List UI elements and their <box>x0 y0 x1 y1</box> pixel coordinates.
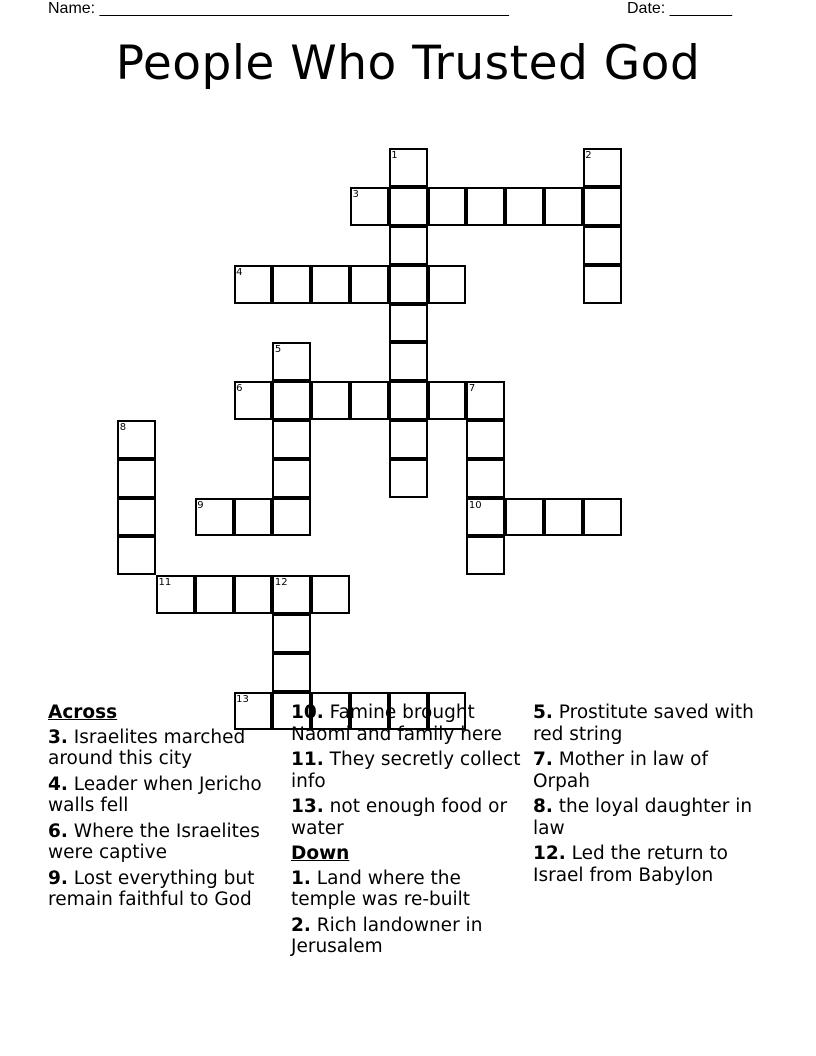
crossword-cell[interactable] <box>505 187 544 226</box>
clue-number-label: 4 <box>236 266 243 278</box>
clue-text: Leader when Jericho walls fell <box>48 773 262 816</box>
clue-number-label: 12 <box>274 577 288 589</box>
crossword-cell[interactable] <box>117 536 156 575</box>
crossword-cell[interactable] <box>389 342 428 381</box>
clue-column-1 <box>48 702 280 915</box>
across-heading: Across <box>48 702 118 723</box>
crossword-cell[interactable] <box>505 498 544 537</box>
crossword-cell[interactable] <box>466 187 505 226</box>
clue-number-label: 3 <box>352 189 359 201</box>
clue-across-4 <box>48 774 280 817</box>
clue-number: 6. <box>48 820 68 842</box>
crossword-cell[interactable] <box>234 498 273 537</box>
crossword-cell[interactable] <box>389 304 428 343</box>
clue-column-2 <box>291 702 523 962</box>
clue-text: Prostitute saved with red string <box>533 702 754 745</box>
clue-number: 7. <box>533 749 553 770</box>
clue-number: 2. <box>291 914 311 936</box>
crossword-cell[interactable] <box>195 575 234 614</box>
crossword-cell[interactable] <box>428 265 467 304</box>
crossword-cell[interactable] <box>428 187 467 226</box>
clue-number-label: 11 <box>158 577 172 589</box>
clue-text: Where the Israelites were captive <box>48 820 260 863</box>
crossword-cell[interactable] <box>428 381 467 420</box>
clue-text: not enough food or water <box>291 796 508 839</box>
crossword-cell[interactable] <box>583 265 622 304</box>
crossword-cell[interactable] <box>272 614 311 653</box>
clue-number-label: 7 <box>468 383 476 395</box>
clue-number: 13. <box>291 796 324 817</box>
clue-down-7 <box>533 749 765 792</box>
crossword-cell[interactable] <box>272 459 311 498</box>
clue-number: 11. <box>291 749 324 770</box>
clue-down-1 <box>291 868 523 911</box>
clue-number-label: 5 <box>274 344 282 356</box>
clue-across-13 <box>291 796 523 839</box>
clue-number: 8. <box>533 796 553 817</box>
crossword-cell[interactable] <box>272 265 311 304</box>
crossword-cell[interactable] <box>389 187 428 226</box>
crossword-cell[interactable] <box>466 536 505 575</box>
crossword-cell[interactable] <box>350 265 389 304</box>
crossword-cell[interactable] <box>389 381 428 420</box>
crossword-cell[interactable] <box>117 459 156 498</box>
clue-text: the loyal daughter in law <box>533 796 753 839</box>
crossword-cell[interactable] <box>311 575 350 614</box>
clue-text: Famine brought Naomi and family here <box>291 702 502 745</box>
clue-text: Israelites marched around this city <box>48 726 246 769</box>
clue-number-label: 9 <box>197 499 204 511</box>
date-field-label: Date: _______ <box>627 0 732 17</box>
clue-number: 3. <box>48 726 68 748</box>
clue-down-8 <box>533 796 765 839</box>
page-title: People Who Trusted God <box>115 36 701 91</box>
crossword-cell[interactable] <box>466 420 505 459</box>
crossword-cell[interactable] <box>389 420 428 459</box>
clue-column-3 <box>533 702 765 890</box>
crossword-cell[interactable] <box>234 575 273 614</box>
crossword-cell[interactable] <box>117 498 156 537</box>
crossword-cell[interactable] <box>466 459 505 498</box>
crossword-cell[interactable] <box>272 420 311 459</box>
crossword-cell[interactable] <box>272 498 311 537</box>
crossword-cell[interactable] <box>311 265 350 304</box>
clue-text: Mother in law of Orpah <box>533 749 708 792</box>
clue-number-label: 8 <box>119 422 127 433</box>
crossword-cell[interactable] <box>544 187 583 226</box>
crossword-cell[interactable] <box>272 381 311 420</box>
clue-text: Land where the temple was re-built <box>291 867 471 910</box>
clue-number: 12. <box>533 843 566 864</box>
clue-number-label: 10 <box>468 499 482 511</box>
clue-across-6 <box>48 821 280 864</box>
clue-number: 4. <box>48 773 68 795</box>
clue-text: Lost everything but remain faithful to God <box>48 867 255 910</box>
clue-across-10 <box>291 702 523 745</box>
crossword-cell[interactable] <box>389 459 428 498</box>
down-heading: Down <box>291 843 350 864</box>
crossword-cell[interactable] <box>272 653 311 692</box>
clue-text: Led the return to Israel from Babylon <box>533 843 728 886</box>
crossword-cell[interactable] <box>544 498 583 537</box>
crossword-cell[interactable] <box>583 226 622 265</box>
clue-down-12 <box>533 843 765 886</box>
clue-across-11 <box>291 749 523 792</box>
clue-text: They secretly collect info <box>291 749 521 792</box>
clue-down-5 <box>533 702 765 745</box>
clue-number-label: 1 <box>391 150 398 162</box>
clue-across-9 <box>48 868 280 911</box>
crossword-cell[interactable] <box>350 381 389 420</box>
clue-number: 9. <box>48 867 68 889</box>
clue-across-3 <box>48 727 280 770</box>
crossword-cell[interactable] <box>389 226 428 265</box>
name-field-label: Name: ______________________________________________ <box>48 0 509 17</box>
clue-number: 1. <box>291 867 311 889</box>
clue-number-label: 13 <box>236 693 249 705</box>
crossword-cell[interactable] <box>583 498 622 537</box>
clue-number-label: 6 <box>236 383 243 395</box>
clue-down-2 <box>291 915 523 958</box>
clue-number-label: 2 <box>585 150 592 162</box>
clue-number: 5. <box>533 702 553 723</box>
crossword-cell[interactable] <box>311 381 350 420</box>
crossword-cell[interactable] <box>389 265 428 304</box>
crossword-cell[interactable] <box>583 187 622 226</box>
clue-text: Rich landowner in Jerusalem <box>291 914 483 957</box>
clue-number: 10. <box>291 702 324 723</box>
